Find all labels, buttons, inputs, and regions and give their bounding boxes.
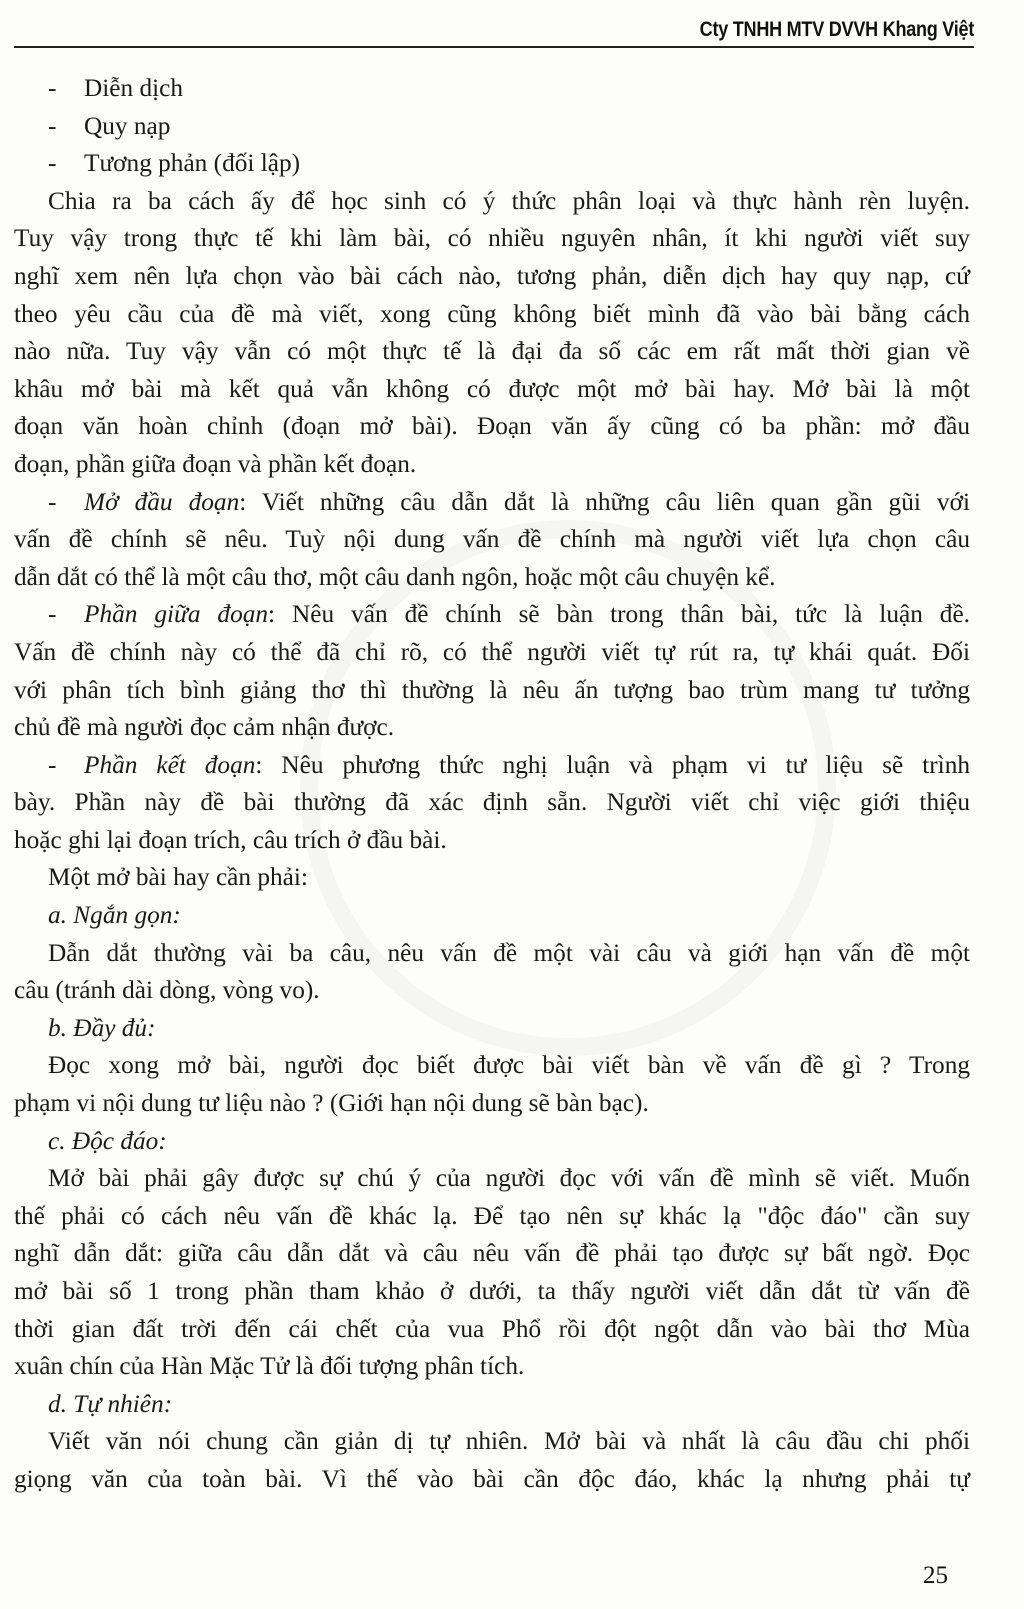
text-line: Viết văn nói chung cần giản dị tự nhiên. Mở bài và nhất là câu đầu chi phối [48, 1427, 970, 1456]
text-line: Mở bài phải gây được sự chú ý của người đọc với vấn đề mình sẽ viết. Muốn [48, 1164, 970, 1193]
requirement-d [14, 1386, 970, 1499]
text-line: - Phần kết đoạn: Nêu phương thức nghị luận và phạm vi tư liệu sẽ trình [48, 750, 970, 779]
paragraph-phan-giua-doan [14, 596, 970, 746]
text-line: thời gian đất trời đến cái chết của vua Phổ rồi đột ngột dẫn vào bài thơ Mùa [14, 1314, 970, 1343]
requirement-b-heading: b. Đầy đủ: [48, 1013, 156, 1042]
text-line: Dẫn dắt thường vài ba câu, nêu vấn đề một vài câu và giới hạn vấn đề một [48, 938, 970, 967]
term-phan-giua-doan: Phần giữa đoạn [84, 600, 269, 629]
text-line: bày. Phần này đề bài thường đã xác định sẵn. Người viết chỉ việc giới thiệu [14, 788, 970, 817]
list-item-quy-nap: - Quy nạp [48, 111, 171, 140]
text-line: vấn đề chính sẽ nêu. Tuỳ nội dung vấn đề chính mà người viết lựa chọn câu [14, 525, 970, 554]
requirement-d-heading: d. Tự nhiên: [48, 1389, 173, 1418]
text-line: hoặc ghi lại đoạn trích, câu trích ở đầu bài. [14, 825, 447, 854]
text-line: giọng văn của toàn bài. Vì thế vào bài cần độc đáo, khác lạ nhưng phải tự [14, 1464, 970, 1493]
requirement-c-heading: c. Độc đáo: [48, 1126, 167, 1155]
page-header [14, 12, 974, 48]
body-text [14, 70, 970, 1499]
list-item-tuong-phan: - Tương phản (đối lập) [48, 149, 301, 178]
text-line: câu (tránh dài dòng, vòng vo). [14, 976, 320, 1005]
term-mo-dau-doan: Mở đầu đoạn [84, 487, 240, 516]
text-line: Đọc xong mở bài, người đọc biết được bài viết bàn về vấn đề gì ? Trong [48, 1051, 970, 1080]
text-line: nghĩ xem nên lựa chọn vào bài cách nào, tương phản, diễn dịch hay quy nạp, cứ [14, 261, 970, 290]
requirement-c [14, 1123, 970, 1386]
text-line: Chia ra ba cách ấy để học sinh có ý thức phân loại và thực hành rèn luyện. [48, 186, 970, 215]
text-line: Tuy vậy trong thực tế khi làm bài, có nhiều nguyên nhân, ít khi người viết suy [14, 224, 970, 253]
paragraph-intro [14, 183, 970, 484]
page-number: 25 [923, 1562, 948, 1589]
requirement-a-heading: a. Ngắn gọn: [48, 901, 181, 930]
requirement-a [14, 897, 970, 1010]
text-line: xuân chín của Hàn Mặc Tử là đối tượng phân tích. [14, 1352, 525, 1381]
requirement-b [14, 1010, 970, 1123]
text-line: dẫn dắt có thể là một câu thơ, một câu danh ngôn, hoặc một câu chuyện kể. [14, 562, 776, 591]
term-phan-ket-doan: Phần kết đoạn [84, 750, 256, 779]
paragraph-mo-dau-doan [14, 484, 970, 597]
text-line: với phân tích bình giảng thơ thì thường là nêu ấn tượng bao trùm mang tư tưởng [14, 675, 970, 704]
publisher-header-title: Cty TNHH MTV DVVH Khang Việt [699, 18, 974, 41]
text-line: thế phải có cách nêu vấn đề khác lạ. Để tạo nên sự khác lạ "độc đáo" cần suy [14, 1201, 970, 1230]
text-line: Vấn đề chính này có thể đã chỉ rõ, có thể người viết tự rút ra, tự khái quát. Đối [14, 637, 970, 666]
text-line: nào nữa. Tuy vậy vẫn có một thực tế là đại đa số các em rất mất thời gian về [14, 337, 970, 366]
text-line: khâu mở bài mà kết quả vẫn không có được một mở bài hay. Mở bài là một [14, 374, 970, 403]
text-line: đoạn văn hoàn chỉnh (đoạn mở bài). Đoạn văn ấy cũng có ba phần: mở đầu [14, 412, 970, 441]
requirements-intro: Một mở bài hay cần phải: [48, 863, 308, 892]
text-line: - Phần giữa đoạn: Nêu vấn đề chính sẽ bàn trong thân bài, tức là luận đề. [48, 600, 970, 629]
paragraph-phan-ket-doan [14, 747, 970, 860]
text-line: chủ đề mà người đọc cảm nhận được. [14, 713, 395, 742]
text-line: - Mở đầu đoạn: Viết những câu dẫn dắt là những câu liên quan gần gũi với [48, 487, 970, 516]
text-line: nghĩ dẫn dắt: giữa câu dẫn dắt và câu nêu vấn đề phải tạo được sự bất ngờ. Đọc [14, 1239, 970, 1268]
text-line: phạm vi nội dung tư liệu nào ? (Giới hạn nội dung sẽ bàn bạc). [14, 1089, 649, 1118]
text-line: theo yêu cầu của đề mà viết, xong cũng không biết mình đã vào bài bằng cách [14, 299, 970, 328]
text-line: mở bài số 1 trong phần tham khảo ở dưới, ta thấy người viết dẫn dắt từ vấn đề [14, 1277, 970, 1305]
list-item-dien-dich: - Diễn dịch [48, 74, 184, 102]
text-line: đoạn, phần giữa đoạn và phần kết đoạn. [14, 449, 417, 478]
